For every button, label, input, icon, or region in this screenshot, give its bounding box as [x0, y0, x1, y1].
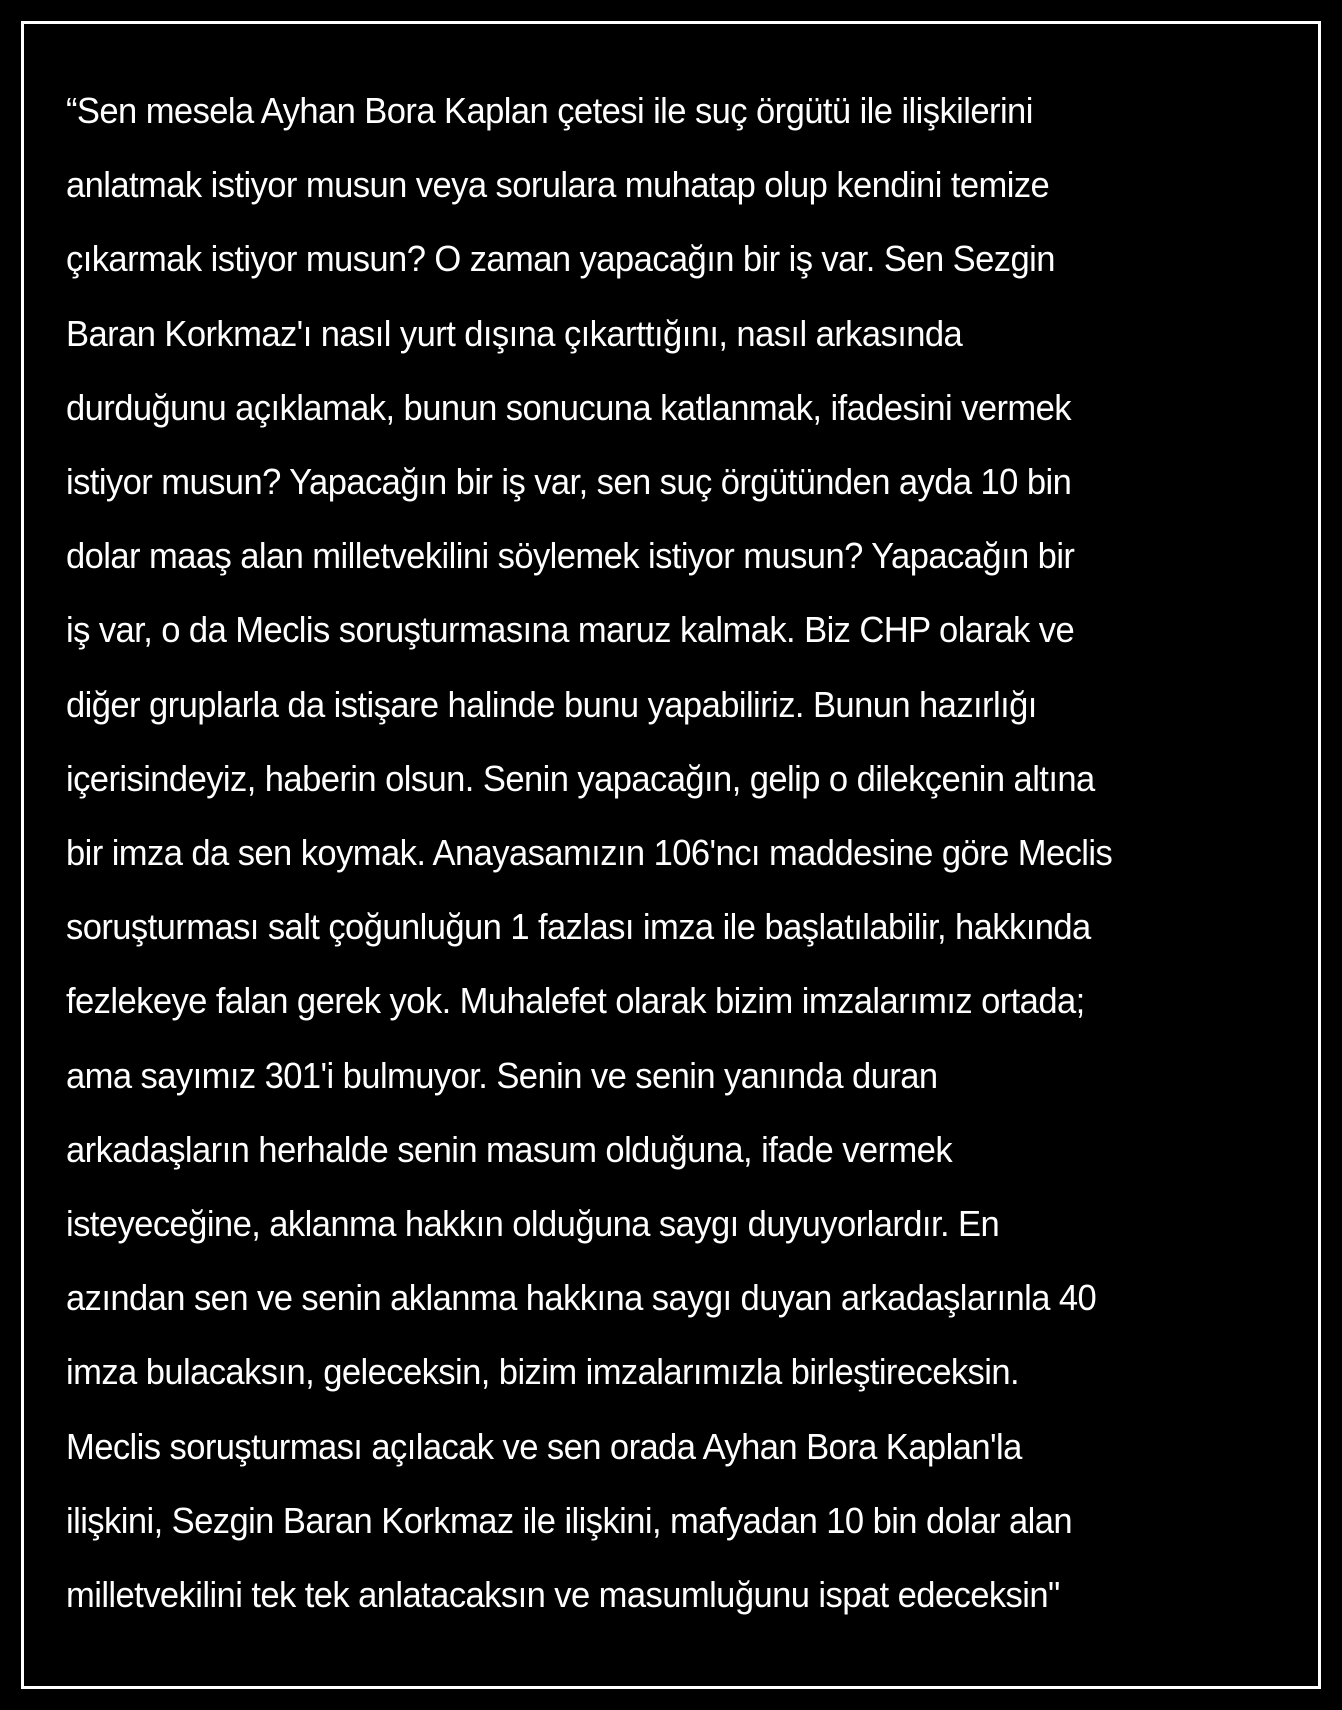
quote-line: fezlekeye falan gerek yok. Muhalefet olarak bizim imzalarımız ortada;	[66, 980, 1085, 1022]
quote-line: durduğunu açıklamak, bunun sonucuna katlanmak, ifadesini vermek	[66, 386, 1071, 428]
quote-line: azından sen ve senin aklanma hakkına saygı duyan arkadaşlarınla 40	[66, 1277, 1097, 1319]
quote-line: milletvekilini tek tek anlatacaksın ve masumluğunu ispat edeceksin"	[66, 1574, 1060, 1616]
quote-card	[21, 21, 1321, 1689]
quote-line: bir imza da sen koymak. Anayasamızın 106'ncı maddesine göre Meclis	[66, 832, 1113, 874]
quote-line: anlatmak istiyor musun veya sorulara muhatap olup kendini temize	[66, 164, 1050, 206]
quote-line: arkadaşların herhalde senin masum olduğuna, ifade vermek	[66, 1128, 953, 1170]
quote-line: iş var, o da Meclis soruşturmasına maruz kalmak. Biz CHP olarak ve	[66, 609, 1075, 651]
quote-line: diğer gruplarla da istişare halinde bunu yapabiliriz. Bunun hazırlığı	[66, 683, 1037, 725]
quote-line: çıkarmak istiyor musun? O zaman yapacağın bir iş var. Sen Sezgin	[66, 238, 1055, 280]
quote-line: soruşturması salt çoğunluğun 1 fazlası imza ile başlatılabilir, hakkında	[66, 906, 1091, 948]
quote-line: Meclis soruşturması açılacak ve sen orada Ayhan Bora Kaplan'la	[66, 1425, 1022, 1467]
quote-line: imza bulacaksın, geleceksin, bizim imzalarımızla birleştireceksin.	[66, 1351, 1020, 1393]
quote-line: ama sayımız 301'i bulmuyor. Senin ve senin yanında duran	[66, 1054, 938, 1096]
quote-line: ilişkini, Sezgin Baran Korkmaz ile ilişkini, mafyadan 10 bin dolar alan	[66, 1499, 1073, 1541]
quote-line: istiyor musun? Yapacağın bir iş var, sen suç örgütünden ayda 10 bin	[66, 461, 1072, 503]
quote-line: içerisindeyiz, haberin olsun. Senin yapacağın, gelip o dilekçenin altına	[66, 757, 1095, 799]
quote-line: Baran Korkmaz'ı nasıl yurt dışına çıkarttığını, nasıl arkasında	[66, 312, 963, 354]
quote-line: isteyeceğine, aklanma hakkın olduğuna saygı duyuyorlardır. En	[66, 1203, 1000, 1245]
quote-text	[66, 74, 1247, 1632]
quote-line: “Sen mesela Ayhan Bora Kaplan çetesi ile suç örgütü ile ilişkilerini	[66, 90, 1033, 131]
quote-line: dolar maaş alan milletvekilini söylemek istiyor musun? Yapacağın bir	[66, 535, 1075, 577]
